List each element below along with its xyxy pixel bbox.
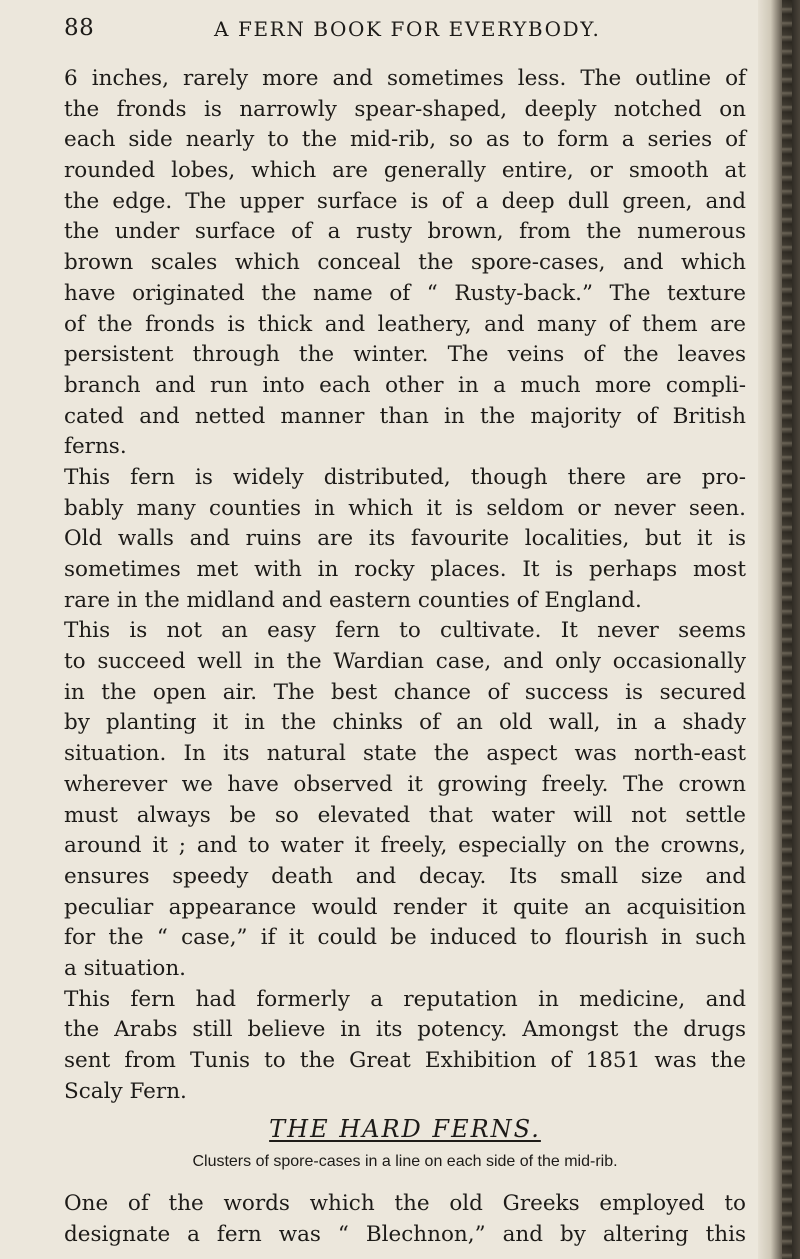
- text-line: This fern is widely distributed, though there are pro-: [64, 464, 746, 490]
- text-line: rounded lobes, which are generally entire, or smooth at: [64, 158, 746, 184]
- text-line: cated and netted manner than in the majority of British: [64, 403, 746, 429]
- text-line: designate a fern was “ Blechnon,” and by altering this: [64, 1222, 746, 1248]
- text-line: situation. In its natural state the aspect was north-east: [64, 741, 746, 767]
- text-line: each side nearly to the mid-rib, so as to form a series of: [64, 127, 746, 153]
- text-line: must always be so elevated that water will not settle: [64, 802, 746, 828]
- text-line: persistent through the winter. The veins of the leaves: [64, 342, 746, 368]
- text-line: ferns.: [64, 434, 127, 460]
- text-line: a situation.: [64, 955, 187, 981]
- text-line: the Arabs still believe in its potency. Amongst the drugs: [64, 1017, 746, 1043]
- text-line: This fern had formerly a reputation in medicine, and: [64, 986, 746, 1012]
- body-text: [64, 64, 746, 1251]
- text-line: brown scales which conceal the spore-cases, and which: [64, 250, 746, 276]
- text-line: the fronds is narrowly spear-shaped, deeply notched on: [64, 96, 746, 122]
- page-edge-shadow: [758, 0, 800, 1259]
- page-edge-binding: [782, 0, 792, 1259]
- text-line: rare in the midland and eastern counties of England.: [64, 587, 642, 613]
- text-line: for the “ case,” if it could be induced to flourish in such: [64, 925, 746, 951]
- text-line: Scaly Fern.: [64, 1078, 187, 1104]
- text-line: wherever we have observed it growing freely. The crown: [64, 771, 746, 797]
- text-line: sometimes met with in rocky places. It is perhaps most: [64, 557, 746, 582]
- text-line: branch and run into each other in a much more compli-: [64, 372, 746, 398]
- text-line: by planting it in the chinks of an old wall, in a shady: [64, 710, 746, 736]
- text-line: One of the words which the old Greeks employed to: [64, 1191, 746, 1217]
- text-line: peculiar appearance would render it quite an acquisition: [64, 894, 746, 920]
- section-caption: Clusters of spore-cases in a line on each side of the mid-rib.: [192, 1153, 618, 1171]
- page-number: 88: [64, 15, 95, 41]
- running-head: [64, 15, 740, 49]
- text-line: This is not an easy fern to cultivate. It never seems: [64, 618, 746, 644]
- running-title: A FERN BOOK FOR EVERYBODY.: [214, 17, 601, 41]
- text-line: ensures speedy death and decay. Its small size and: [64, 863, 746, 889]
- text-line: 6 inches, rarely more and sometimes less. The outline of: [64, 66, 746, 91]
- text-line: the under surface of a rusty brown, from the numerous: [64, 219, 746, 245]
- text-line: have originated the name of “ Rusty-back.” The texture: [64, 280, 746, 306]
- section-heading: THE HARD FERNS.: [269, 1115, 541, 1144]
- text-line: around it ; and to water it freely, especially on the crowns,: [64, 833, 746, 859]
- text-line: of the fronds is thick and leathery, and many of them are: [64, 311, 746, 337]
- text-line: the edge. The upper surface is of a deep dull green, and: [64, 188, 746, 214]
- text-line: to succeed well in the Wardian case, and only occasionally: [64, 649, 746, 675]
- text-line: bably many counties in which it is seldom or never seen.: [64, 495, 746, 521]
- text-line: in the open air. The best chance of success is secured: [64, 679, 746, 705]
- text-line: sent from Tunis to the Great Exhibition of 1851 was the: [64, 1048, 746, 1073]
- text-line: Old walls and ruins are its favourite localities, but it is: [64, 526, 746, 552]
